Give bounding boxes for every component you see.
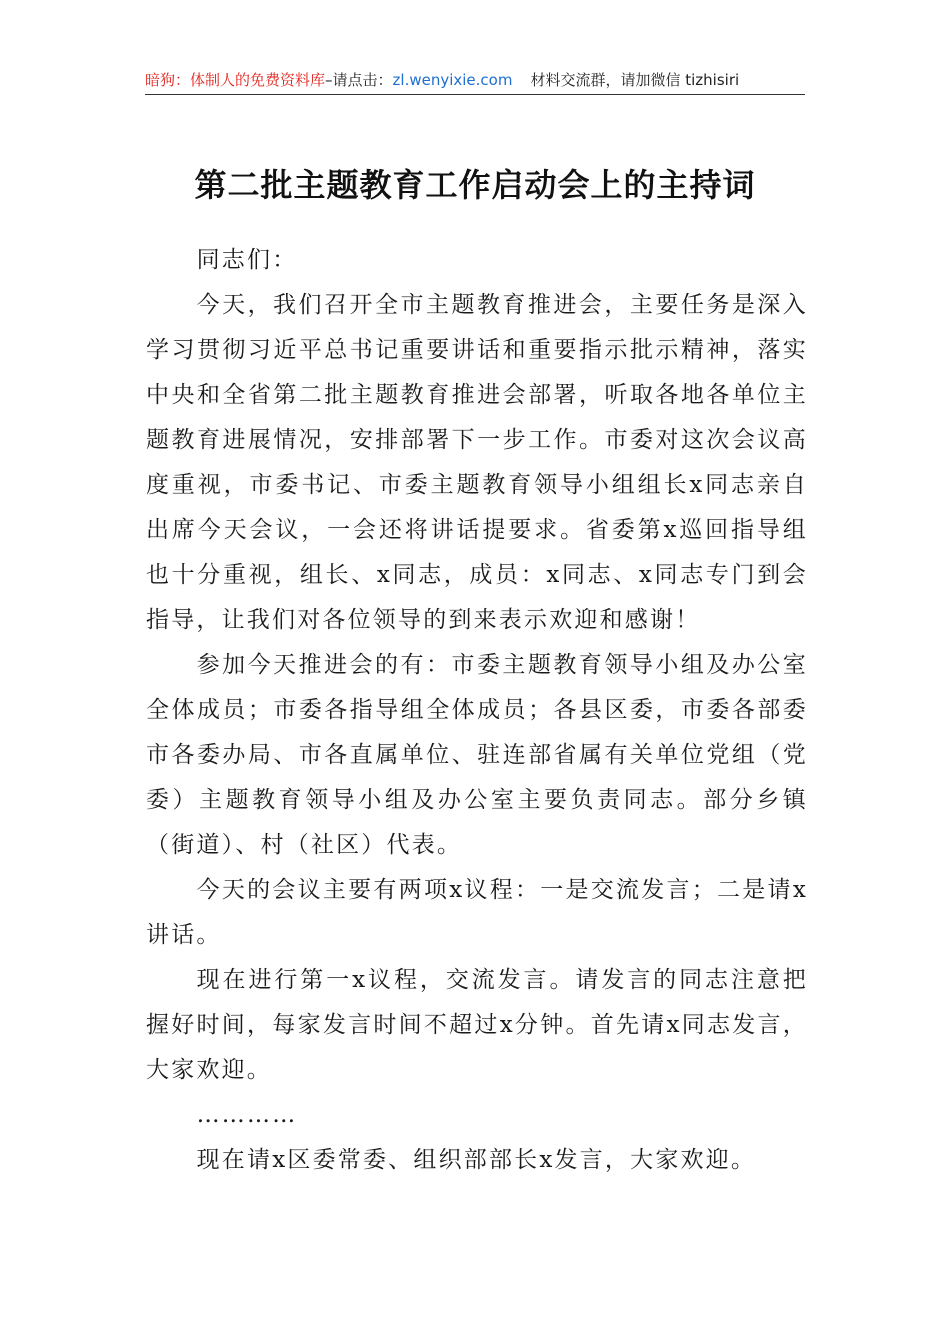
header-url-link[interactable]: zl.wenyixie.com [392,71,513,89]
paragraph: 今天的会议主要有两项x议程：一是交流发言；二是请x讲话。 [146,877,808,948]
header-group-note: 材料交流群，请加微信 tizhisiri [530,71,740,89]
paragraph: 现在请x区委常委、组织部部长x发言，大家欢迎。 [196,1147,757,1173]
page-header [145,68,805,95]
paragraph: 现在进行第一x议程，交流发言。请发言的同志注意把握好时间，每家发言时间不超过x分钟。首先请x同志发言，大家欢迎。 [146,967,808,1083]
paragraph: 参加今天推进会的有：市委主题教育领导小组及办公室全体成员；市委各指导组全体成员；各县区委，市委各部委市各委办局、市各直属单位、驻连部省属有关单位党组（党委）主题教育领导小组及办公室主要负责同志。部分乡镇（街道）、村（社区）代表。 [146,652,808,858]
header-click-prompt: –请点击： [325,71,393,89]
paragraph: 今天，我们召开全市主题教育推进会，主要任务是深入学习贯彻习近平总书记重要讲话和重要指示批示精神，落实中央和全省第二批主题教育推进会部署，听取各地各单位主题教育进展情况，安排部署下一步工作。市委对这次会议高度重视，市委书记、市委主题教育领导小组组长x同志亲自出席今天会议，一会还将讲话提要求。省委第x巡回指导组也十分重视，组长、x同志，成员：x同志、x同志专门到会指导，让我们对各位领导的到来表示欢迎和感谢！ [146,292,808,633]
ellipsis-separator: ………… [196,1102,298,1128]
header-site-name: 暗狗：体制人的免费资料库 [145,71,326,89]
document-body [146,238,808,1183]
document-title: 第二批主题教育工作启动会上的主持词 [194,166,756,204]
greeting: 同志们： [196,247,298,273]
